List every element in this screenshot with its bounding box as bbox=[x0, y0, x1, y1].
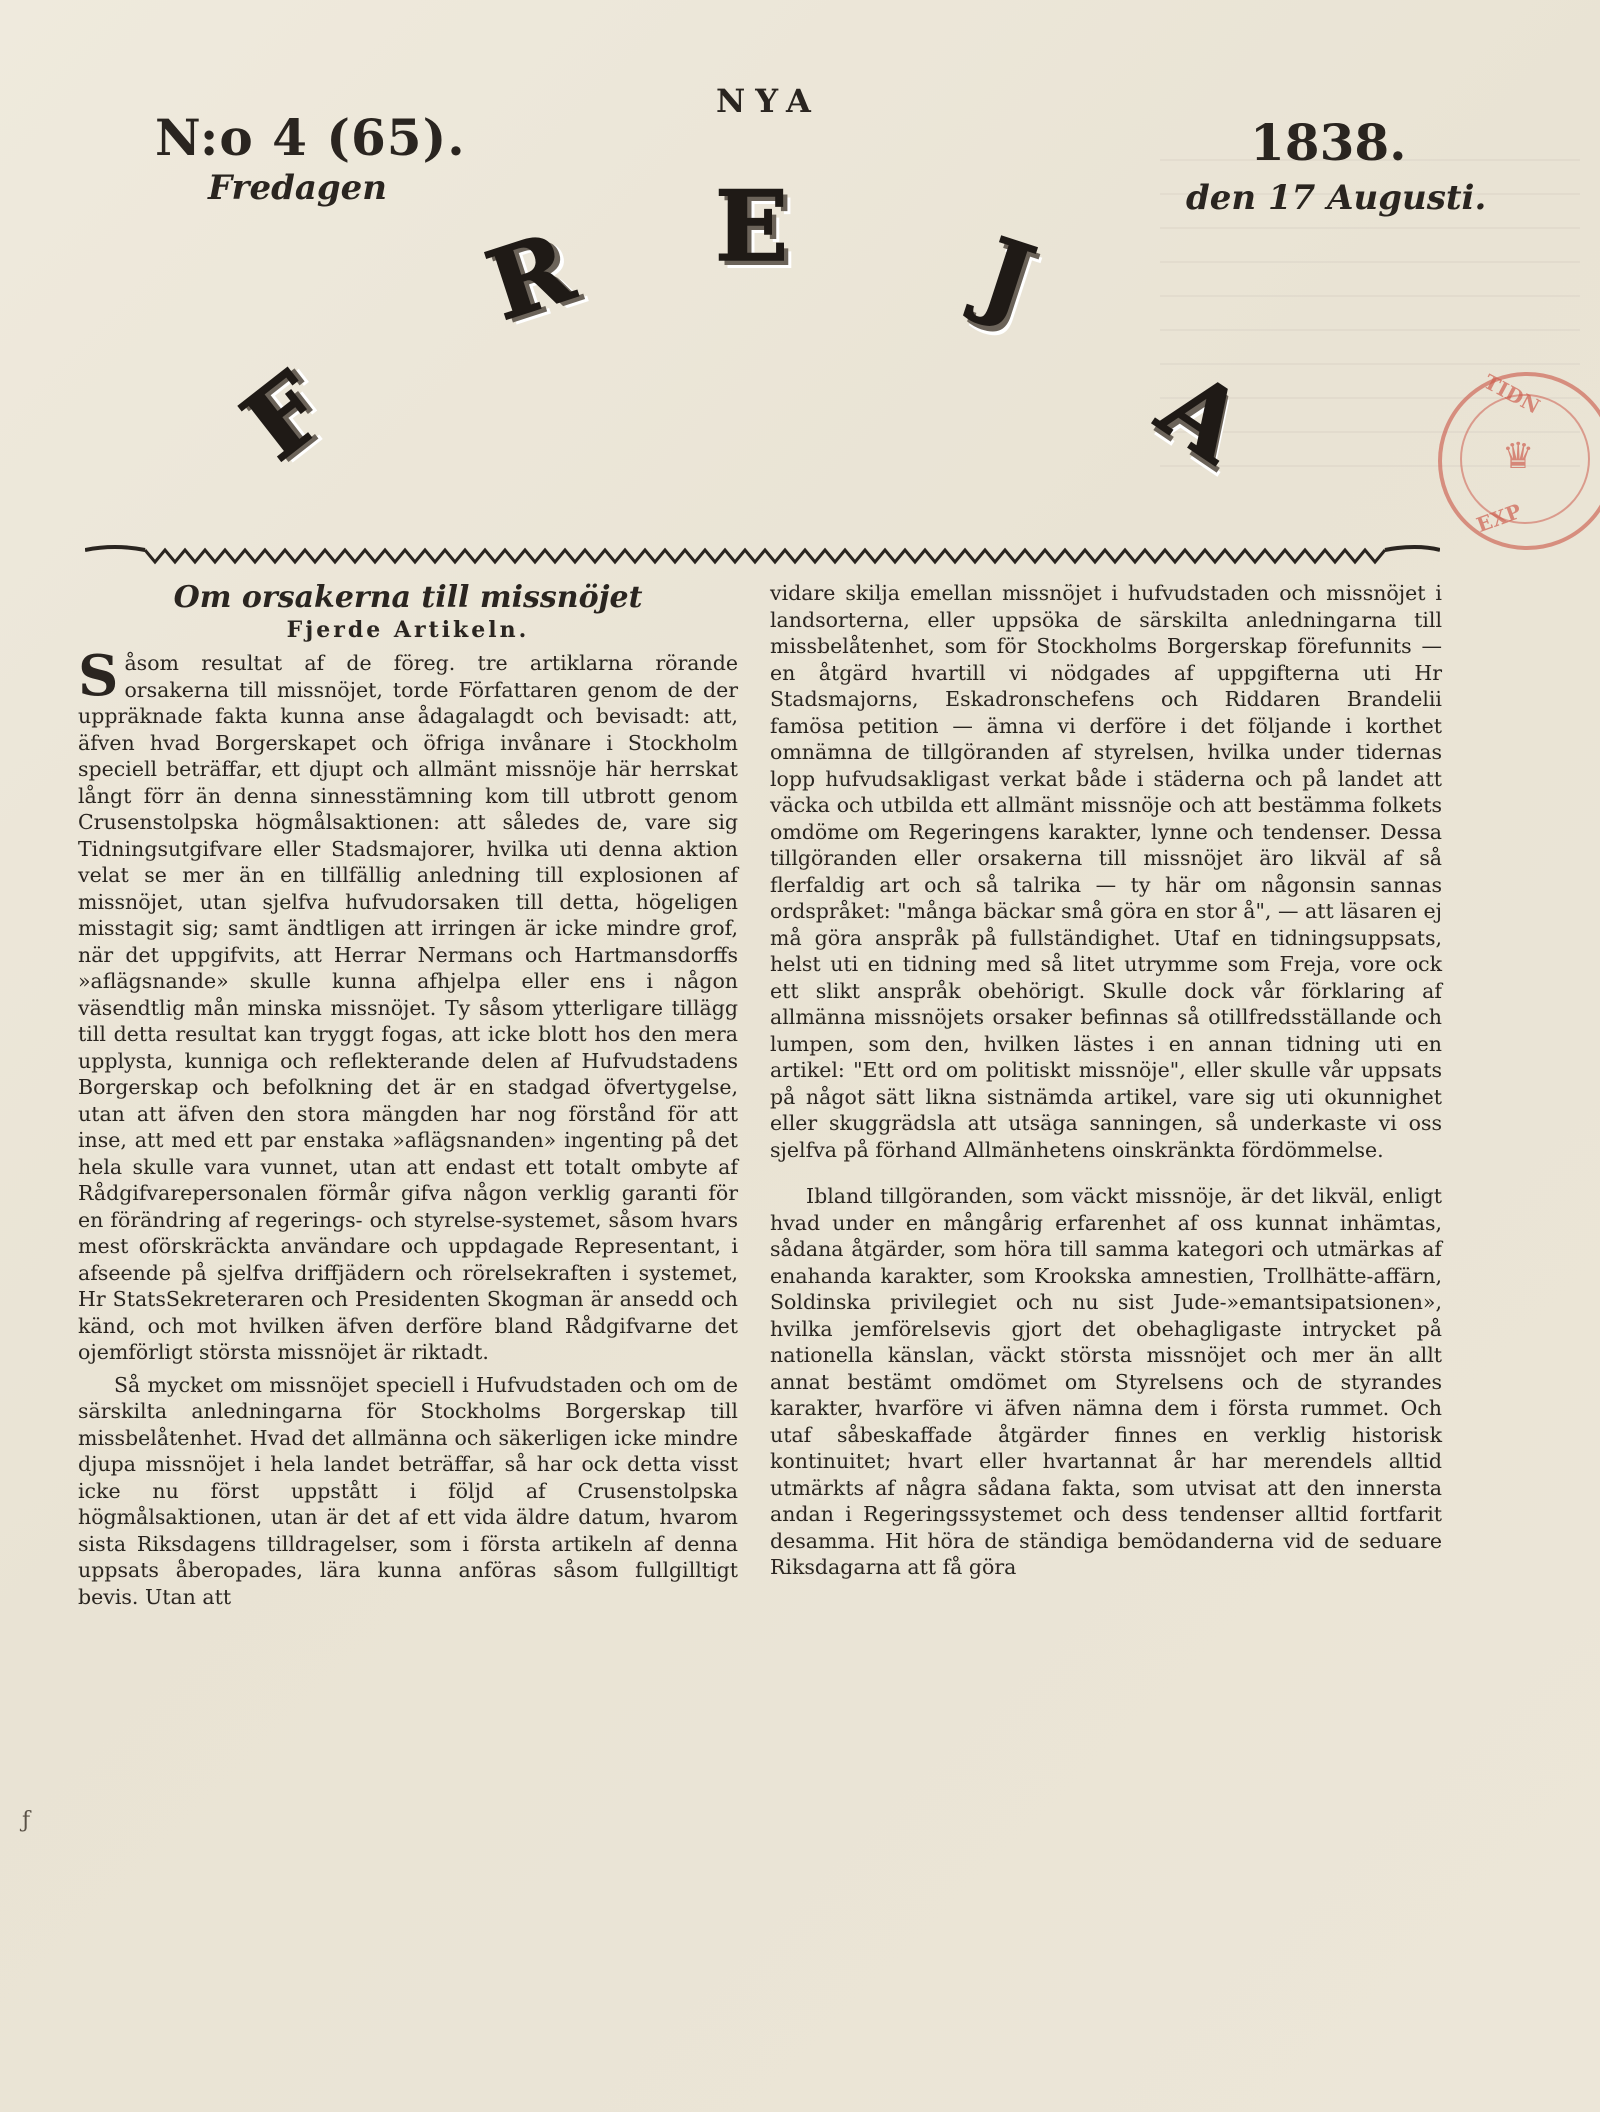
paragraph-text: åsom resultat af de föreg. tre artiklarna rörande orsakerna till missnöjet, torde Författaren genom de der uppräknade fakta kunna anse ådagalagdt och bevisadt: att, äfven hvad Borgerskapet och öfriga invånare i Stockholm speciell beträffar, ett djupt och allmänt missnöje här herrskat långt förr än denna sinnesstämning kom till utbrott genom Crusenstolpska högmålsaktionen: att således de, vare sig Tidningsutgifvare eller Stadsmajorer, hvilka uti denna aktion velat se mer än en tillfällig anledning till explosionen af missnöjet, utan sjelfva hufvudorsaken till detta, högeligen misstagit sig; samt ändtligen att irringen är icke mindre grof, när det uppgifvits, att Herrar Nermans och Hartmansdorffs »aflägsnande» skulle kunna afhjelpa eller ens i någon väsendtlig mån minska missnöjet. Ty såsom ytterligare tillägg till detta resultat kan tryggt fogas, att icke blott hos den mera upplysta, kunniga och reflekterande delen af Hufvudstadens Borgerskap och befolkning det är en stadgad öfvertygelse, utan att äfven den stora mängden har nog förstånd för att inse, att med ett par enstaka »aflägsnanden» ingenting på det hela skulle vara vunnet, utan att endast ett totalt ombyte af Rådgifvarepersonalen förmår gifva någon verklig garanti för en förändring af regerings- och styrelse-systemet, såsom hvars mest oförskräckta användare och uppdagade Representant, i afseende på sjelfva driffjädern och rörelsekraften i systemet, Hr StatsSekreteraren och Presidenten Skogman är ansedd och känd, och mot hvilken äfven derföre bland Rådgifvarne det ojemförligt största missnöjet är riktadt. bbox=[78, 651, 738, 1364]
article-column-right bbox=[770, 580, 1442, 1581]
stamp-text-bottom: EXP bbox=[1473, 498, 1525, 538]
article-paragraph bbox=[78, 643, 738, 1366]
title-letter-f: F bbox=[222, 350, 346, 483]
article-paragraph: Så mycket om missnöjet speciell i Hufvudstaden och om de särskilta anledningarna för Stockholms Borgerskap till missbelåtenhet. Hvad det allmänna och säkerligen icke mindre djupa missnöjet i hela landet beträffar, så har ock detta visst icke nu först uppstått i följd af Crusenstolpska högmålsaktionen, utan är det af ett vida äldre datum, hvarom sista Riksdagens tilldragelser, som i första artikeln af denna uppsats åberopades, lära kunna anföras såsom fullgilltigt bevis. Utan att bbox=[78, 1372, 738, 1609]
issue-year: 1838. bbox=[1250, 113, 1407, 172]
article-paragraph: vidare skilja emellan missnöjet i hufvudstaden och missnöjet i landsorterna, eller uppsöka de särskilta anledningarna till missbelåtenhet, som för Stockholms Borgerskap förefunnits — en åtgärd hvartill vi nödgades af uppgifterna uti Hr Stadsmajorns, Eskadronschefens och Riddaren Brandelii famösa petition — ämna vi derföre i det följande i korthet omnämna de tillgöranden af styrelsen, hvilka under tidernas lopp hufvudsakligast verkat både i städerna och på landet att väcka och utbilda ett allmänt missnöje och att bestämma folkets omdöme om Regeringens karakter, lynne och tendenser. Dessa tillgöranden eller orsakerna till missnöjet äro likväl af så flerfaldig art och så talrika — ty här om någonsin sannas ordspråket: "många bäckar små göra en stor å", — att läsaren ej må göra anspråk på fullständighet. Utaf en tidningsuppsats, helst uti en tidning med så litet utrymme som Freja, vore ock ett slikt anspråk obehörigt. Skulle dock vår förklaring af allmänna missnöjets orsaker befinnas så otillfredsställande och lumpen, som den, hvilken lästes i en annan tidning uti en artikel: "Ett ord om politiskt missnöje", eller skulle vår uppsats på något sätt likna sistnämda artikel, vare sig uti okunnighet eller skuggrädsla att utsäga sanningen, så underkaste vi oss sjelfva på förhand Allmänhetens oinskränkta fördömmelse. bbox=[770, 581, 1442, 1162]
issue-date: den 17 Augusti. bbox=[1186, 178, 1487, 218]
weekday: Fredagen bbox=[208, 168, 388, 208]
article-column-left bbox=[78, 580, 738, 1610]
masthead-nya: NYA bbox=[716, 82, 821, 120]
article-heading: Om orsakerna till missnöjet bbox=[173, 580, 643, 615]
issue-number: N:o 4 (65). bbox=[155, 108, 466, 167]
crown-icon: ♛ bbox=[1502, 436, 1535, 477]
ornamental-wavy-rule bbox=[85, 538, 1440, 572]
library-stamp bbox=[1438, 369, 1600, 550]
article-paragraph: Ibland tillgöranden, som väckt missnöje, är det likväl, enligt hvad under en mångårig erfarenhet af oss kunnat inhämtas, sådana åtgärder, som höra till samma kategori och utmärkas af enahanda karakter, som Krookska amnestien, Trollhätte-affärn, Soldinska privilegiet och nu sist Jude-»emantsipatsionen», hvilka jemförelsevis gjort det obehagligaste intrycket på nationella känslan, väckt största missnöjet och mer än allt annat bestämt omdömet om Styrelsens och de styrandes karakter, hvarföre vi äfven nämna dem i första rummet. Och utaf såbeskaffade åtgärder finnes en verklig historisk kontinuitet; hvart eller hvartannat år har merendels alltid utmärkts af några sådana fakta, som utvisat att den innersta andan i Regeringssystemet och dess tendenser alltid fortfarit desamma. Hit höra de ständiga bemödanderna vid de seduare Riksdagarna att få göra bbox=[770, 1184, 1442, 1579]
title-letter-r: R bbox=[474, 210, 586, 343]
title-letter-e: E bbox=[715, 170, 789, 283]
drop-cap: S bbox=[78, 643, 119, 709]
margin-mark: ƒ bbox=[22, 1808, 31, 1833]
stamp-text-top: TIDN bbox=[1479, 369, 1545, 419]
title-letter-a: A bbox=[1139, 348, 1265, 485]
title-letter-j: J bbox=[968, 215, 1047, 338]
article-subheading: Fjerde Artikeln. bbox=[286, 617, 530, 643]
